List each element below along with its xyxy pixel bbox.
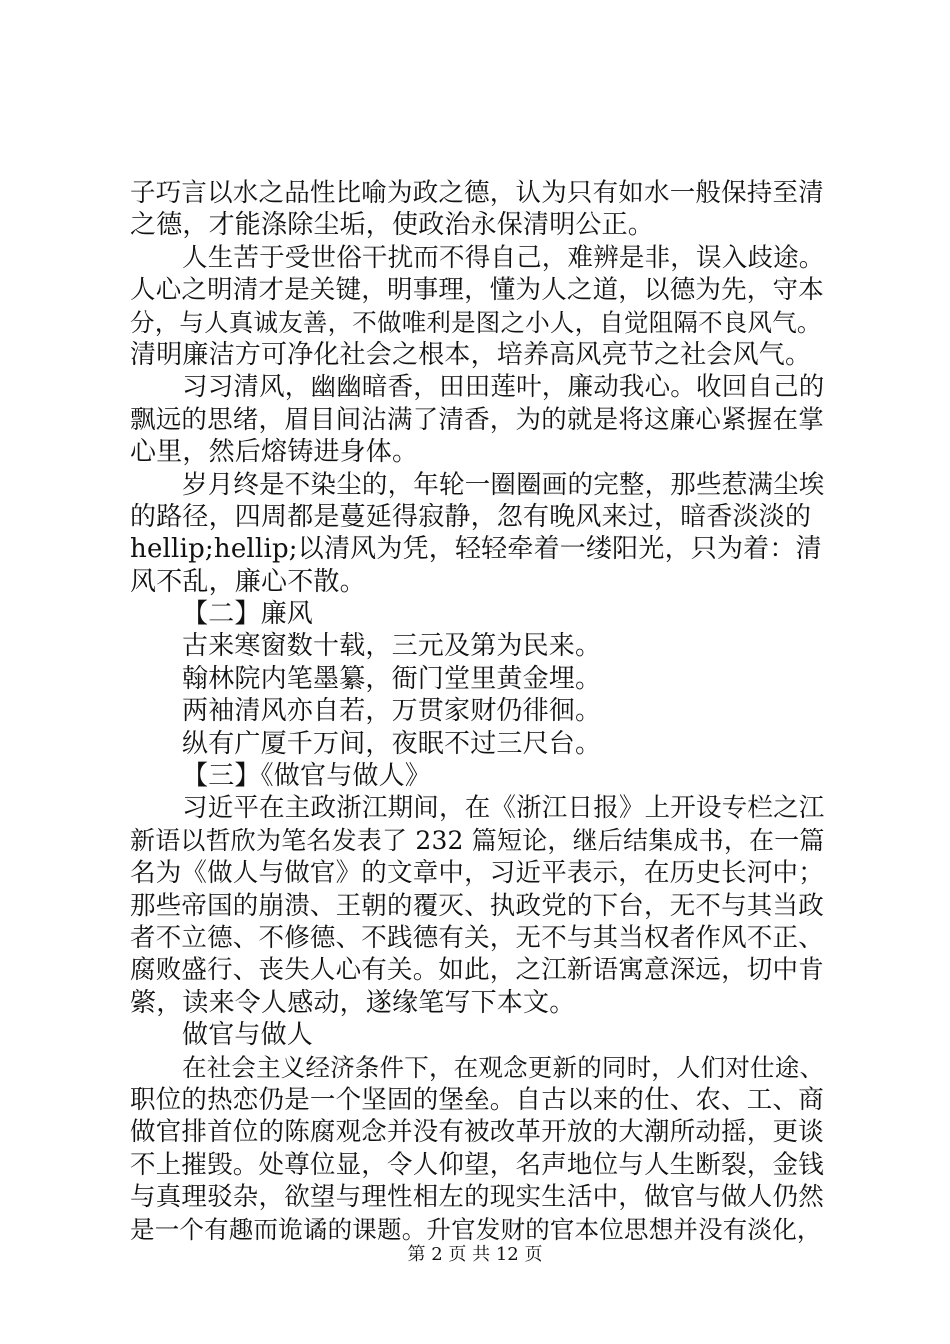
text-line: 者不立德、不修德、不践德有关，无不与其当权者作风不正、 — [130, 922, 824, 953]
text-line: 与真理驳杂，欲望与理性相左的现实生活中，做官与做人仍然 — [130, 1182, 824, 1213]
page-footer: 第 2 页 共 12 页 — [407, 1244, 543, 1265]
text-line: 【二】廉风 — [182, 599, 314, 630]
text-line: 那些帝国的崩溃、王朝的覆灭、执政党的下台，无不与其当政 — [130, 890, 824, 921]
text-line: 心里，然后熔铸进身体。 — [130, 437, 419, 468]
text-line: 做官排首位的陈腐观念并没有被改革开放的大潮所动摇，更谈 — [130, 1117, 824, 1148]
text-line: hellip;hellip;以清风为凭，轻轻牵着一缕阳光，只为着：清 — [130, 534, 822, 565]
text-line: 翰林院内笔墨纂，衙门堂里黄金埋。 — [182, 663, 602, 694]
text-line: 职位的热恋仍是一个坚固的堡垒。自古以来的仕、农、工、商 — [130, 1084, 824, 1115]
text-line: 纵有广厦千万间，夜眠不过三尺台。 — [182, 728, 602, 759]
text-line: 在社会主义经济条件下，在观念更新的同时，人们对仕途、 — [182, 1052, 825, 1082]
text-line: 做官与做人 — [182, 1020, 314, 1051]
text-line: 是一个有趣而诡谲的课题。升官发财的官本位思想并没有淡化， — [130, 1214, 822, 1244]
text-line: 綮，读来令人感动，遂缘笔写下本文。 — [130, 987, 576, 1018]
text-line: 岁月终是不染尘的，年轮一圈圈画的完整，那些惹满尘埃 — [182, 469, 825, 500]
text-line: 的路径，四周都是蔓延得寂静，忽有晚风来过，暗香淡淡的 — [130, 501, 812, 532]
text-line: 分，与人真诚友善，不做唯利是图之小人，自觉阻隔不良风气。 — [130, 307, 822, 337]
text-line: 古来寒窗数十载，三元及第为民来。 — [182, 631, 602, 662]
text-line: 之德，才能涤除尘垢，使政治永保清明公正。 — [130, 210, 655, 241]
text-line: 飘远的思绪，眉目间沾满了清香，为的就是将这廉心紧握在掌 — [130, 404, 824, 435]
text-line: 清明廉洁方可净化社会之根本，培养高风亮节之社会风气。 — [130, 339, 812, 370]
document-body — [130, 177, 830, 1246]
text-line: 新语以哲欣为笔名发表了 232 篇短论，继后结集成书，在一篇 — [130, 825, 825, 855]
text-line: 习习清风，幽幽暗香，田田莲叶，廉动我心。收回自己的 — [182, 372, 825, 403]
text-line: 风不乱，廉心不散。 — [130, 566, 366, 597]
text-line: 名为《做人与做官》的文章中，习近平表示，在历史长河中； — [130, 858, 824, 889]
text-line: 人生苦于受世俗干扰而不得自己，难辨是非，误入歧途。 — [182, 242, 825, 273]
text-line: 腐败盛行、丧失人心有关。如此，之江新语寓意深远，切中肯 — [130, 955, 824, 986]
text-line: 不上摧毁。处尊位显，令人仰望，名声地位与人生断裂，金钱 — [130, 1149, 824, 1180]
text-line: 【三】《做官与做人》 — [182, 761, 432, 792]
text-line: 习近平在主政浙江期间，在《浙江日报》上开设专栏之江 — [182, 793, 825, 824]
text-line: 两袖清风亦自若，万贯家财仍徘徊。 — [182, 696, 602, 727]
text-line: 子巧言以水之品性比喻为政之德，认为只有如水一般保持至清 — [130, 178, 824, 208]
text-line: 人心之明清才是关键，明事理，懂为人之道，以德为先，守本 — [130, 275, 824, 306]
